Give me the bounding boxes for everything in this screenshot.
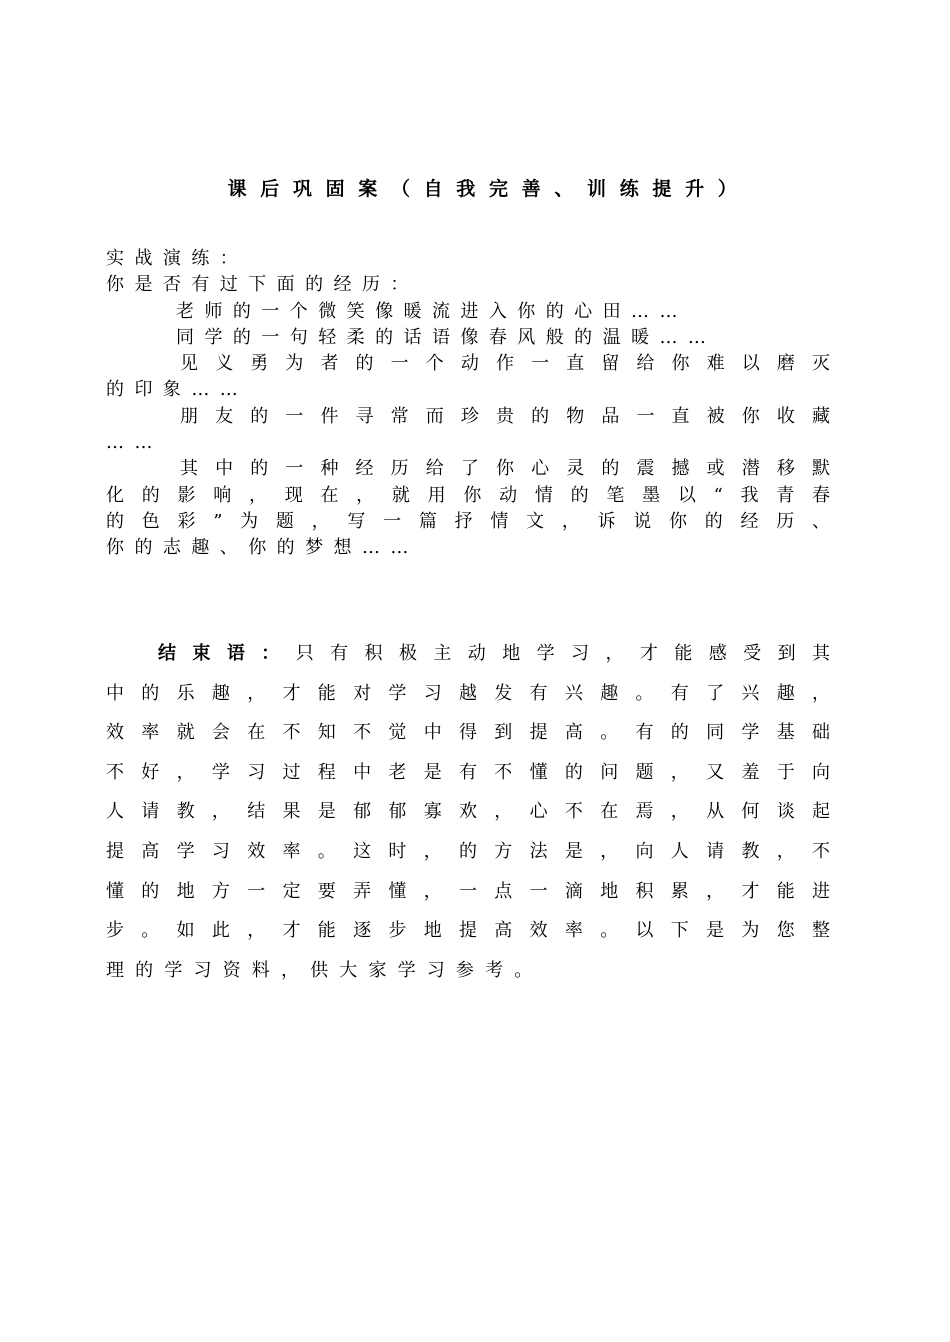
closing-line: 懂的地方一定要弄懂，一点一滴地积累，才能进 [106,880,830,902]
closing-label: 结束语： [158,643,296,664]
writing-task-line: 的色彩”为题，写一篇抒情文，诉说你的经历、 [106,510,830,532]
exercise-prompt: 你是否有过下面的经历： [106,274,419,296]
experience-item: 同学的一句轻柔的话语像春风般的温暖…… [176,326,717,348]
exercise-section [106,246,830,562]
writing-task-line: 其中的一种经历给了你心灵的震撼或潜移默 [180,458,830,480]
experience-item-continued: …… [106,432,163,454]
closing-line: 中的乐趣，才能对学习越发有兴趣。有了兴趣， [106,682,830,704]
closing-last-line: 理的学习资料，供大家学习参考。 [106,959,544,981]
closing-text: 只有积极主动地学习，才能感受到其 [295,643,831,664]
writing-task-line: 你的志趣、你的梦想…… [106,537,419,559]
closing-line: 提高学习效率。这时，的方法是，向人请教，不 [106,840,830,862]
writing-task-line: 化的影响，现在，就用你动情的笔墨以“我青春 [106,484,830,506]
closing-section [106,634,830,990]
exercise-heading: 实战演练： [106,248,249,269]
experience-item: 老师的一个微笑像暖流进入你的心田…… [176,300,688,322]
experience-item: 见义勇为者的一个动作一直留给你难以磨灭 [180,353,830,375]
closing-line: 效率就会在不知不觉中得到提高。有的同学基础 [106,722,830,744]
closing-line: 步。如此，才能逐步地提高效率。以下是为您整 [106,920,830,942]
closing-first-line [106,634,830,674]
closing-line: 人请教，结果是郁郁寡欢，心不在焉，从何谈起 [106,801,830,823]
page-title: 课后巩固案（自我完善、训练提升） [227,178,751,200]
experience-item: 朋友的一件寻常而珍贵的物品一直被你收藏 [180,405,830,427]
closing-line: 不好，学习过程中老是有不懂的问题，又羞于向 [106,761,830,783]
experience-item-continued: 的印象…… [106,379,249,401]
